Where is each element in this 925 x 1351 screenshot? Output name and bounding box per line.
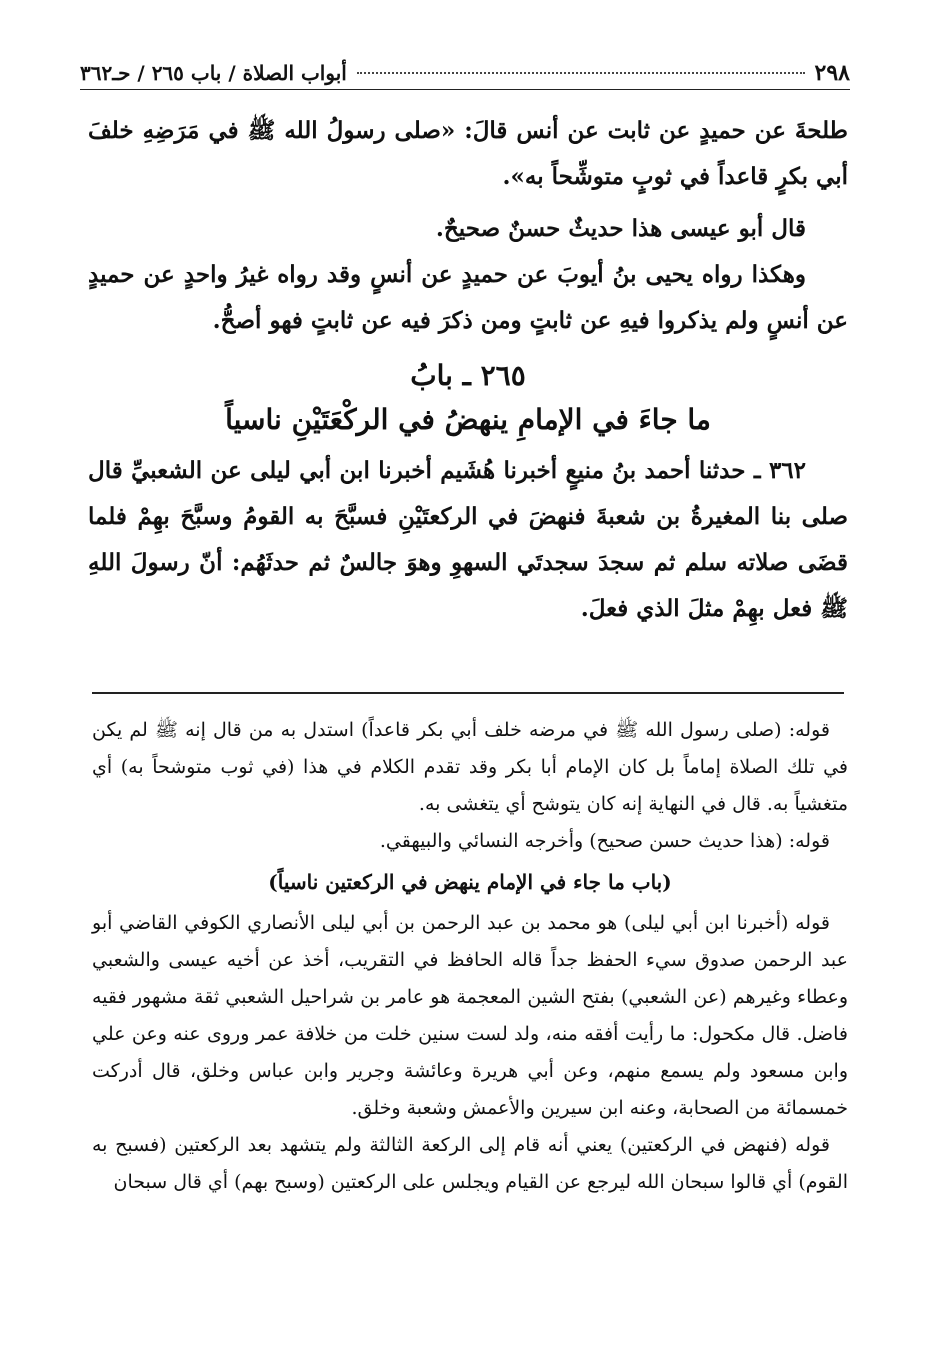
commentary-chapter-heading: (باب ما جاء في الإمام ينهض في الركعتين ناسياً) [268, 870, 672, 894]
commentary-paragraph-3: قوله (أخبرنا ابن أبي ليلى) هو محمد بن عبد الرحمن بن أبي ليلى الأنصاري الكوفي القاضي أبو عبد الرحمن صدوق سيء الحفظ جداً قاله الحافظ في التقريب، أخذ عن أخيه عيسى والشعبي وعطاء وغيرهم (عن الشعبي) بفتح الشين المعجمة هو عامر بن شراحيل الشعبي ثقة مشهور فقيه فاضل. قال مكحول: ما رأيت أفقه منه، ولد لست سنين خلت من خلافة عمر وروى عنه وعن علي وابن مسعود ولم يسمع منهم، وعن أبي هريرة وعائشة وجرير وابن عباس وخلق، قال أدركت خمسمائة من الصحابة، وعنه ابن سيرين والأعمش وشعبة وخلق. [92, 912, 848, 1119]
footnote-divider [92, 692, 844, 694]
main-paragraph-1: طلحةَ عن حميدٍ عن ثابت عن أنس قالَ: «صلى رسولُ الله ﷺ في مَرَضِهِ خلفَ أبي بكرٍ قاعداً في ثوبٍ متوشِّحاً به». [88, 117, 848, 190]
commentary-paragraph-1: قوله: (صلى رسول الله ﷺ في مرضه خلف أبي بكر قاعداً) استدل به من قال إنه ﷺ لم يكن في تلك الصلاة إماماً بل كان الإمام أبا بكر وقد تقدم الكلام في هذا (في ثوب متوشحاً به) أي متغشياً به. قال في النهاية إنه كان يتوشح أي يتغشى به. [92, 719, 848, 815]
main-text [88, 108, 848, 632]
running-head: أبواب الصلاة / باب ٢٦٥ / حـ٣٦٢ [80, 60, 347, 85]
page-number: ٢٩٨ [814, 59, 850, 86]
main-paragraph-3: وهكذا رواه يحيى بنُ أيوبَ عن حميدٍ عن أنسٍ وقد رواه غيرُ واحدٍ عن حميدٍ عن أنسٍ ولم يذكروا فيهِ عن ثابتٍ ومن ذكرَ فيه عن ثابتٍ فهو أصحُّ. [88, 261, 848, 334]
commentary-paragraph-4: قوله (فنهض في الركعتين) يعني أنه قام إلى الركعة الثالثة ولم يتشهد بعد الركعتين (فسبح به القوم) أي قالوا سبحان الله ليرجع عن القيام ويجلس على الركعتين (وسبح بهم) أي قال سبحان [92, 1134, 848, 1193]
page-header [80, 56, 850, 90]
chapter-title: ما جاءَ في الإمامِ ينهضُ في الركْعَتَيْنِ ناسياً [225, 403, 711, 436]
header-dot-leader [357, 72, 805, 74]
commentary-paragraph-2: قوله: (هذا حديث حسن صحيح) وأخرجه النسائي والبيهقي. [379, 830, 830, 852]
hadith-text: ٣٦٢ ـ حدثنا أحمد بنُ منيعٍ أخبرنا هُشَيم أخبرنا ابن أبي ليلى عن الشعبيِّ قال صلى بنا المغيرةُ بن شعبةَ فنهضَ في الركعتَيْنِ فسبَّحَ به القومُ وسبَّحَ بهِمْ فلما قضَى صلاته سلم ثم سجدَ سجدتَي السهوِ وهوَ جالسٌ ثم حدثَهُم: أنّ رسولَ اللهِ ﷺ فعل بهِمْ مثلَ الذي فعلَ. [88, 457, 848, 622]
main-paragraph-2: قال أبو عيسى هذا حديثٌ حسنٌ صحيحٌ. [435, 215, 806, 242]
chapter-number: ٢٦٥ ـ بابُ [410, 359, 526, 392]
commentary [92, 712, 848, 1201]
